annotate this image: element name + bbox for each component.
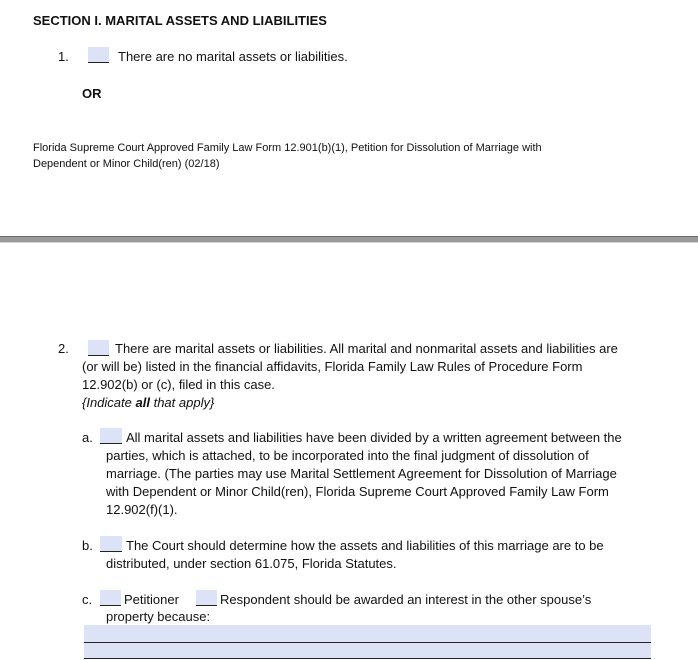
item-c-letter: c. — [82, 592, 93, 607]
or-label: OR — [82, 86, 102, 101]
item-c-respondent-checkbox[interactable] — [196, 590, 217, 606]
item-b-line-1: The Court should determine how the assets and liabilities of this marriage are to be — [126, 538, 604, 553]
item-2-checkbox[interactable] — [88, 340, 109, 356]
item-a-line-1: All marital assets and liabilities have been divided by a written agreement between the — [126, 430, 622, 445]
item-c-respondent-text: Respondent should be awarded an interest in the other spouse’s — [220, 592, 592, 607]
reason-text-line-2[interactable] — [84, 643, 651, 659]
item-1-text: There are no marital assets or liabilities. — [118, 49, 348, 64]
page-separator — [0, 236, 698, 243]
item-c-petitioner-checkbox[interactable] — [100, 590, 121, 606]
item-a-line-4: with Dependent or Minor Child(ren), Florida Supreme Court Approved Family Law Form — [106, 484, 609, 499]
item-a-line-2: parties, which is attached, to be incorporated into the final judgment of dissolution of — [106, 448, 589, 463]
indicate-pre: {Indicate — [82, 395, 136, 410]
item-b-checkbox[interactable] — [100, 536, 122, 552]
item-2-line-1: There are marital assets or liabilities. All marital and nonmarital assets and liabilities are — [115, 341, 618, 356]
item-2-line-2: (or will be) listed in the financial affidavits, Florida Family Law Rules of Procedure Form — [82, 359, 583, 374]
item-2-number: 2. — [58, 341, 69, 356]
item-a-line-5: 12.902(f)(1). — [106, 502, 178, 517]
item-c-line-2: property because: — [106, 609, 211, 624]
reason-text-line-1[interactable] — [84, 625, 651, 643]
item-2-line-3: 12.902(b) or (c), filed in this case. — [82, 377, 275, 392]
indicate-post: that apply} — [149, 395, 215, 410]
section-heading: SECTION I. MARITAL ASSETS AND LIABILITIES — [33, 13, 327, 28]
item-a-letter: a. — [82, 430, 93, 445]
item-a-line-3: marriage. (The parties may use Marital Settlement Agreement for Dissolution of Marriage — [106, 466, 617, 481]
item-a-checkbox[interactable] — [100, 428, 122, 444]
item-2-indicate-note — [82, 394, 214, 412]
footer-line-2: Dependent or Minor Child(ren) (02/18) — [33, 158, 220, 170]
indicate-bold: all — [135, 395, 150, 410]
footer-line-1: Florida Supreme Court Approved Family Law Form 12.901(b)(1), Petition for Dissolution of Marriage with — [33, 142, 542, 154]
item-1-number: 1. — [58, 49, 69, 64]
item-c-petitioner-label: Petitioner — [124, 592, 179, 607]
item-b-line-2: distributed, under section 61.075, Florida Statutes. — [106, 556, 397, 571]
item-b-letter: b. — [82, 538, 93, 553]
item-1-checkbox[interactable] — [88, 47, 109, 63]
